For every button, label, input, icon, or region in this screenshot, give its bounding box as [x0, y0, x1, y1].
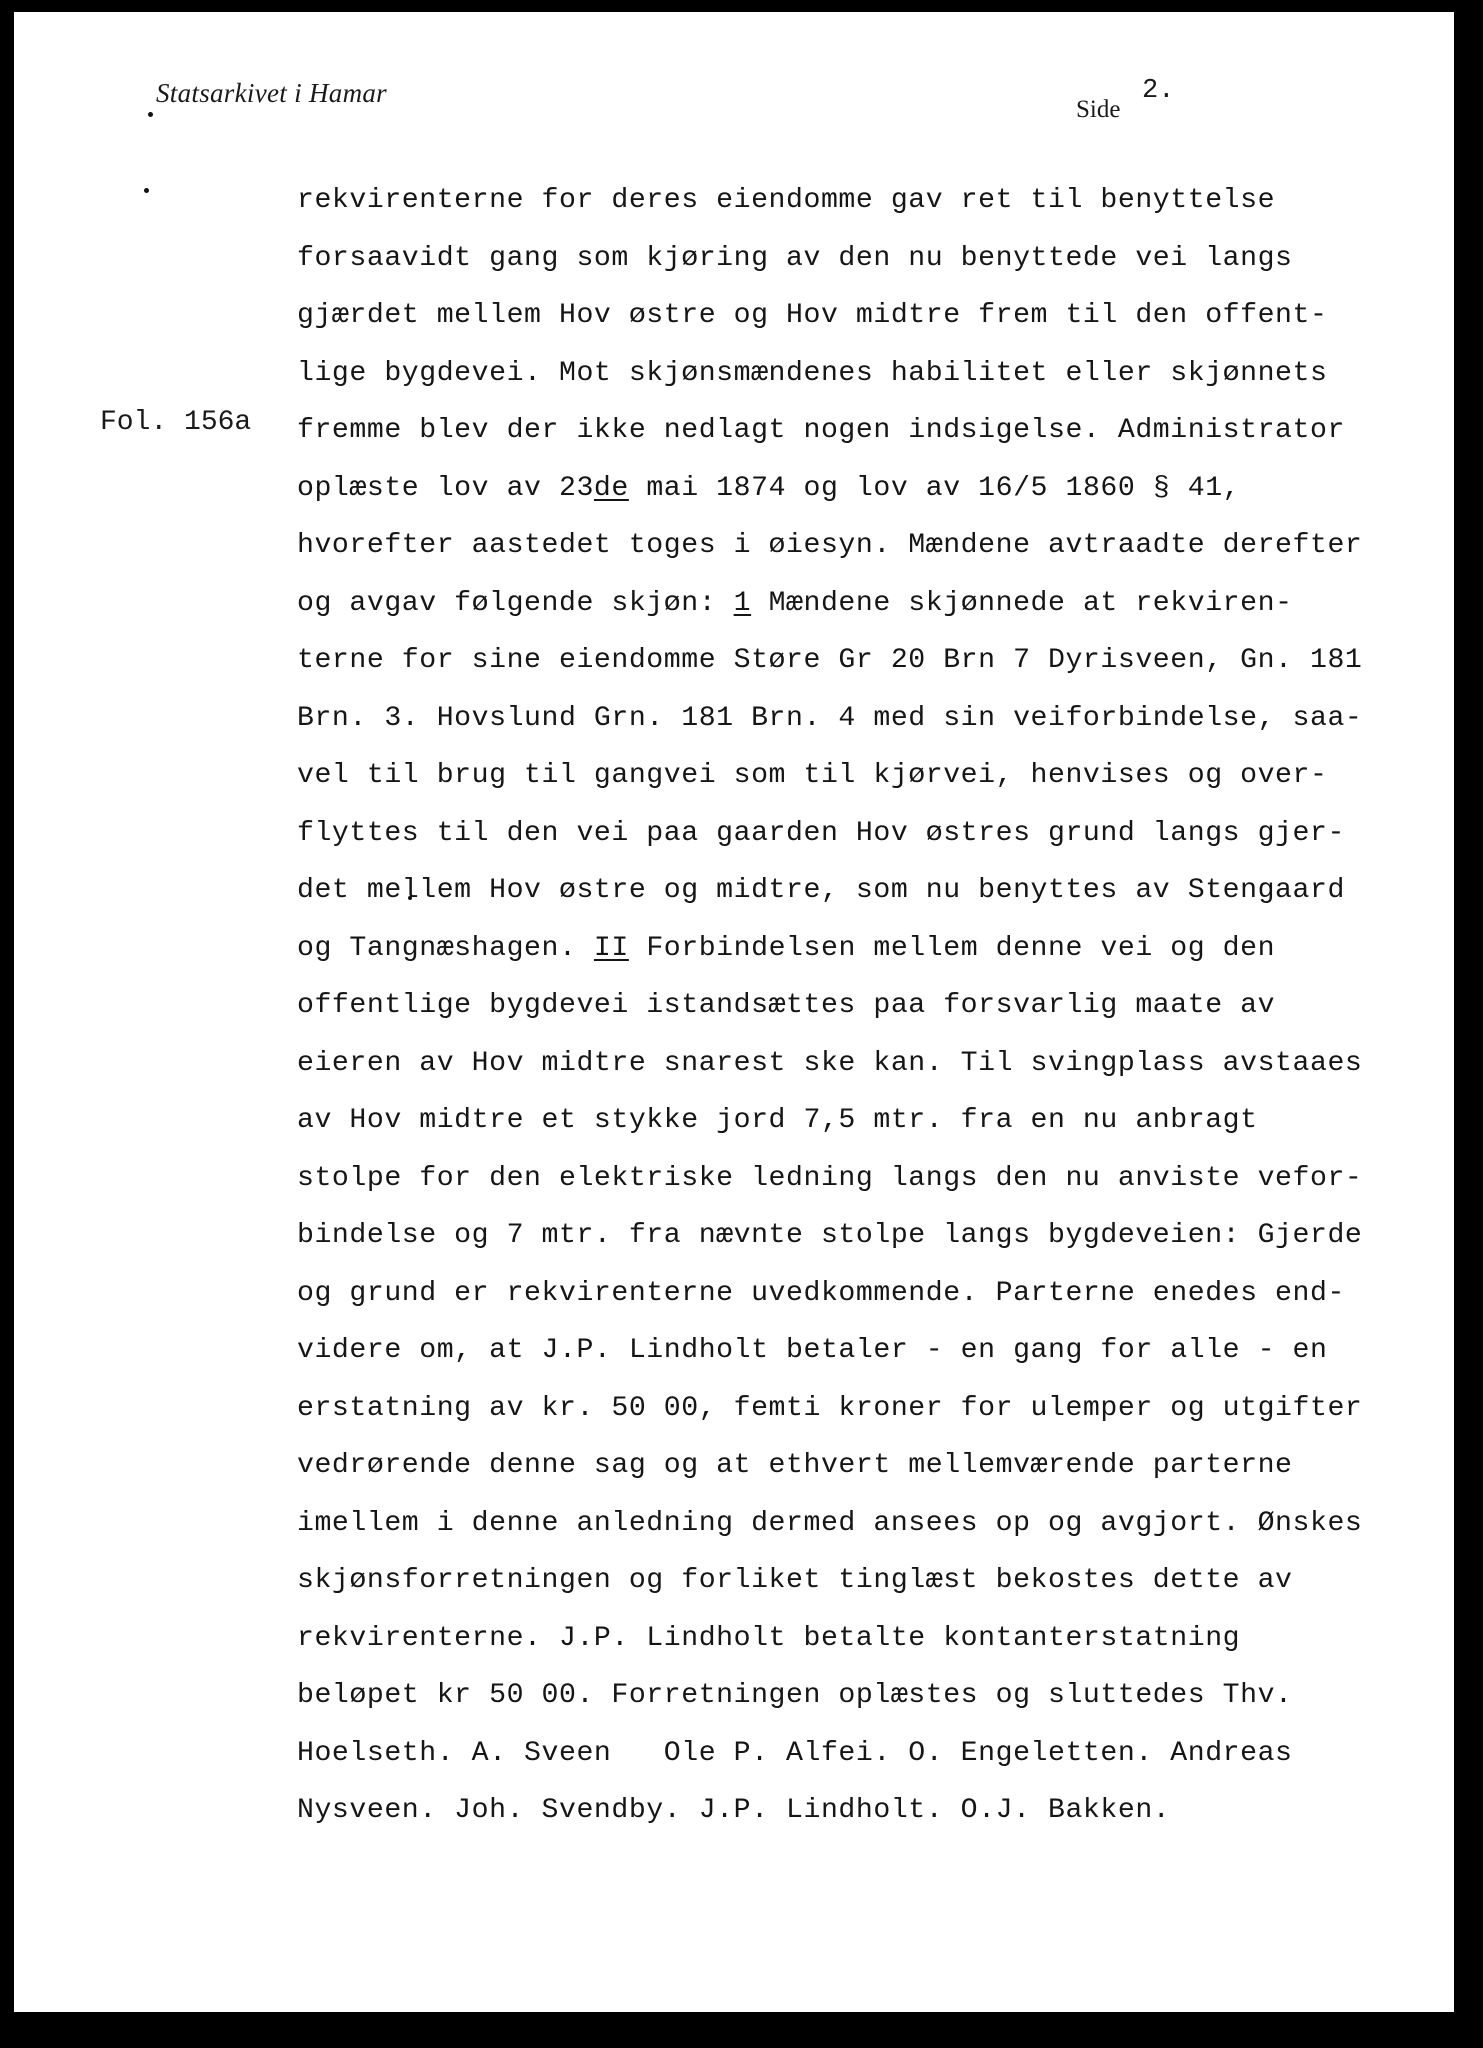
underlined-text: 1: [733, 587, 752, 619]
archive-stamp: Statsarkivet i Hamar: [156, 78, 387, 108]
text-line: [297, 575, 1417, 633]
text-line: eieren av Hov midtre snarest ske kan. Til svingplass avstaaes: [297, 1047, 1363, 1079]
text-line: lige bygdevei. Mot skjønsmændenes habilitet eller skjønnets: [297, 357, 1328, 389]
text-line: flyttes til den vei paa gaarden Hov østres grund langs gjer-: [297, 817, 1345, 849]
document-body: [297, 172, 1417, 1840]
text-line: Hoelseth. A. Sveen Ole P. Alfei. O. Engeletten. Andreas: [297, 1737, 1293, 1769]
text-line: bindelse og 7 mtr. fra nævnte stolpe langs bygdeveien: Gjerde: [297, 1220, 1363, 1251]
text-line: rekvirenterne. J.P. Lindholt betalte kontanterstatning: [297, 1622, 1241, 1654]
text-line: fremme blev der ikke nedlagt nogen indsigelse. Administrator: [297, 415, 1345, 446]
side-label: Side: [1076, 96, 1121, 123]
text-segment: Forbindelsen mellem denne vei og den: [628, 932, 1276, 964]
text-line: Nysveen. Joh. Svendby. J.P. Lindholt. O.J. Bakken.: [297, 1795, 1171, 1826]
text-segment: og Tangnæshagen.: [297, 932, 594, 964]
text-line: rekvirenterne for deres eiendomme gav ret til benyttelse: [297, 185, 1276, 216]
text-line: imellem i denne anledning dermed ansees op og avgjort. Ønskes: [297, 1507, 1363, 1539]
page-number: 2.: [1142, 76, 1175, 106]
text-line: beløpet kr 50 00. Forretningen oplæstes og sluttedes Thv.: [297, 1680, 1293, 1711]
ink-dot: [148, 112, 153, 117]
text-line: gjærdet mellem Hov østre og Hov midtre frem til den offent-: [297, 300, 1328, 331]
text-segment: Mændene skjønnede at rekviren-: [751, 587, 1293, 619]
document-page: [14, 12, 1454, 2012]
folio-reference: Fol. 156a: [100, 407, 252, 438]
text-segment: og avgav følgende skjøn:: [297, 587, 734, 619]
text-line: forsaavidt gang som kjøring av den nu benyttede vei langs: [297, 242, 1293, 274]
text-line: offentlige bygdevei istandsættes paa forsvarlig maate av: [297, 990, 1276, 1021]
text-line: hvorefter aastedet toges i øiesyn. Mændene avtraadte derefter: [297, 530, 1363, 561]
underlined-text: II: [593, 932, 629, 964]
text-segment: mai 1874 og lov av 16/5 1860 § 41,: [628, 472, 1241, 504]
text-segment: oplæste lov av 23: [297, 472, 594, 504]
text-line: skjønsforretningen og forliket tinglæst bekostes dette av: [297, 1565, 1293, 1596]
text-line: det mellem Hov østre og midtre, som nu benyttes av Stengaard: [297, 875, 1345, 906]
text-line: terne for sine eiendomme Støre Gr 20 Brn 7 Dyrisveen, Gn. 181: [297, 645, 1363, 676]
ink-dot: [144, 188, 149, 193]
text-line: vel til brug til gangvei som til kjørvei, henvises og over-: [297, 760, 1328, 791]
text-line: stolpe for den elektriske ledning langs den nu anviste vefor-: [297, 1162, 1363, 1194]
text-line: [297, 460, 1417, 518]
text-line: vedrørende denne sag og at ethvert mellemværende parterne: [297, 1450, 1293, 1481]
text-line: [297, 920, 1417, 978]
text-line: og grund er rekvirenterne uvedkommende. Parterne enedes end-: [297, 1277, 1345, 1309]
underlined-text: de: [593, 472, 629, 504]
text-line: videre om, at J.P. Lindholt betaler - en gang for alle - en: [297, 1335, 1328, 1366]
text-line: Brn. 3. Hovslund Grn. 181 Brn. 4 med sin veiforbindelse, saa-: [297, 702, 1363, 734]
text-line: av Hov midtre et stykke jord 7,5 mtr. fra en nu anbragt: [297, 1105, 1258, 1136]
text-line: erstatning av kr. 50 00, femti kroner for ulemper og utgifter: [297, 1392, 1363, 1424]
